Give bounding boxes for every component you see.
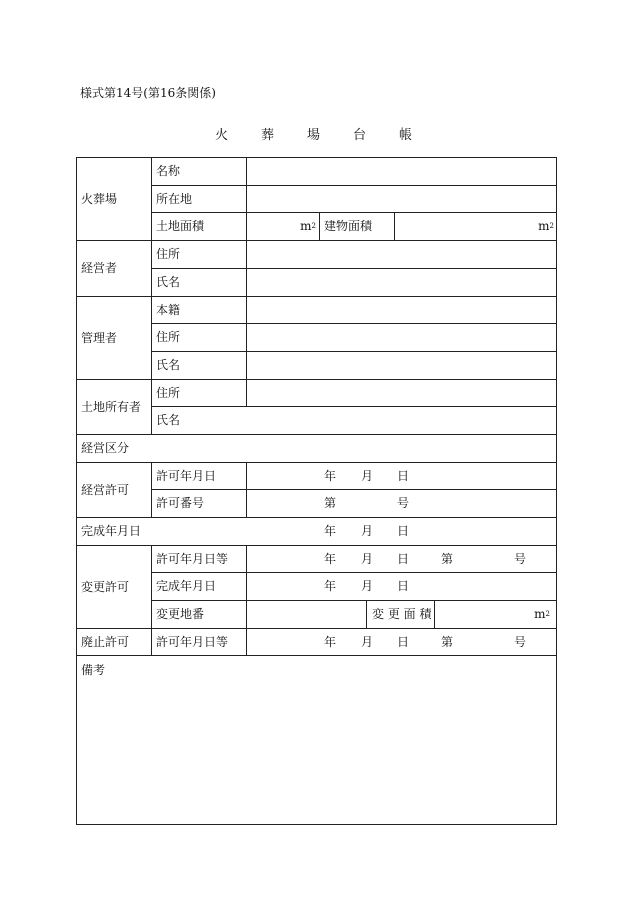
landowner-name-field[interactable] xyxy=(246,406,557,434)
day-label: 日 xyxy=(397,468,410,483)
abolition-date-field[interactable] xyxy=(246,628,557,655)
landowner-label: 土地所有者 xyxy=(81,399,142,414)
operator-address-field[interactable] xyxy=(246,240,557,268)
land-area-label: 土地面積 xyxy=(156,219,205,233)
manager-name-label: 氏名 xyxy=(156,358,181,372)
permit-number-label: 許可番号 xyxy=(156,496,205,510)
page-title xyxy=(0,124,630,143)
title-char: 帳 xyxy=(399,128,416,143)
number-suffix: 号 xyxy=(514,634,527,649)
day-label: 日 xyxy=(397,524,410,538)
crematorium-location-field[interactable] xyxy=(246,185,557,212)
crematorium-label: 火葬場 xyxy=(81,191,118,206)
crematorium-name-label: 名称 xyxy=(156,164,181,178)
manager-address-field[interactable] xyxy=(246,323,557,351)
year-label: 年 xyxy=(324,634,337,649)
permit-number-field[interactable] xyxy=(246,489,557,517)
number-prefix: 第 xyxy=(441,634,454,649)
landowner-address-label: 住所 xyxy=(156,385,181,400)
manager-name-field[interactable] xyxy=(246,351,557,379)
remarks-label: 備考 xyxy=(81,663,106,677)
business-category-field[interactable] xyxy=(151,434,557,462)
month-label: 月 xyxy=(361,551,374,566)
month-label: 月 xyxy=(361,634,374,649)
change-permit-label: 変更許可 xyxy=(81,579,130,594)
operating-permit-label: 経営許可 xyxy=(81,482,130,497)
business-category-label: 経営区分 xyxy=(81,441,130,455)
day-label: 日 xyxy=(397,579,410,593)
abolition-permit-label: 廃止許可 xyxy=(81,634,130,649)
crematorium-location-label: 所在地 xyxy=(156,191,193,206)
title-char: 火 xyxy=(214,128,231,143)
completion-date-field[interactable] xyxy=(151,517,557,545)
number-prefix: 第 xyxy=(441,551,454,566)
permit-date-field[interactable] xyxy=(246,462,557,489)
unit-label: m xyxy=(538,219,550,233)
landowner-address-field[interactable] xyxy=(246,379,557,406)
change-completion-date-label: 完成年月日 xyxy=(156,579,217,593)
manager-domicile-label: 本籍 xyxy=(156,302,181,317)
permit-date-label: 許可年月日 xyxy=(156,468,217,483)
operator-address-label: 住所 xyxy=(156,247,181,261)
number-suffix: 号 xyxy=(514,551,527,566)
manager-domicile-field[interactable] xyxy=(246,296,557,323)
unit-label: m xyxy=(534,607,546,621)
lot-number-label: 変更地番 xyxy=(156,607,205,621)
year-label: 年 xyxy=(324,551,337,566)
month-label: 月 xyxy=(361,579,374,593)
form-number: 様式第14号(第16条関係) xyxy=(80,86,216,100)
remarks-field[interactable] xyxy=(76,679,557,824)
month-label: 月 xyxy=(361,524,374,538)
number-suffix: 号 xyxy=(397,496,410,510)
building-area-field[interactable]: m 2 xyxy=(538,219,554,233)
landowner-name-label: 氏名 xyxy=(156,413,181,427)
operator-name-label: 氏名 xyxy=(156,275,181,289)
operator-name-field[interactable] xyxy=(246,268,557,296)
year-label: 年 xyxy=(324,524,337,538)
title-char: 台 xyxy=(353,128,370,143)
completion-label: 完成年月日 xyxy=(81,524,142,538)
area-change-field[interactable]: m 2 xyxy=(534,607,550,621)
ledger-table xyxy=(76,157,557,825)
manager-label: 管理者 xyxy=(81,330,118,345)
title-char: 葬 xyxy=(260,128,277,143)
lot-number-field[interactable] xyxy=(246,600,366,628)
abolition-date-label: 許可年月日等 xyxy=(156,634,229,649)
year-label: 年 xyxy=(324,579,337,593)
year-label: 年 xyxy=(324,468,337,483)
area-change-label: 変 更 面 積 xyxy=(372,607,432,621)
day-label: 日 xyxy=(397,634,410,649)
month-label: 月 xyxy=(361,468,374,483)
change-permit-date-field[interactable] xyxy=(246,545,557,572)
title-char: 場 xyxy=(306,128,323,143)
manager-address-label: 住所 xyxy=(156,330,181,344)
number-prefix: 第 xyxy=(324,496,337,510)
operator-label: 経営者 xyxy=(81,261,118,275)
change-completion-date-field[interactable] xyxy=(246,572,557,600)
unit-label: m xyxy=(300,219,312,233)
day-label: 日 xyxy=(397,551,410,566)
land-area-field[interactable]: m 2 xyxy=(300,219,316,233)
building-area-label: 建物面積 xyxy=(324,219,373,233)
change-permit-date-label: 許可年月日等 xyxy=(156,551,229,566)
crematorium-name-field[interactable] xyxy=(246,157,557,185)
